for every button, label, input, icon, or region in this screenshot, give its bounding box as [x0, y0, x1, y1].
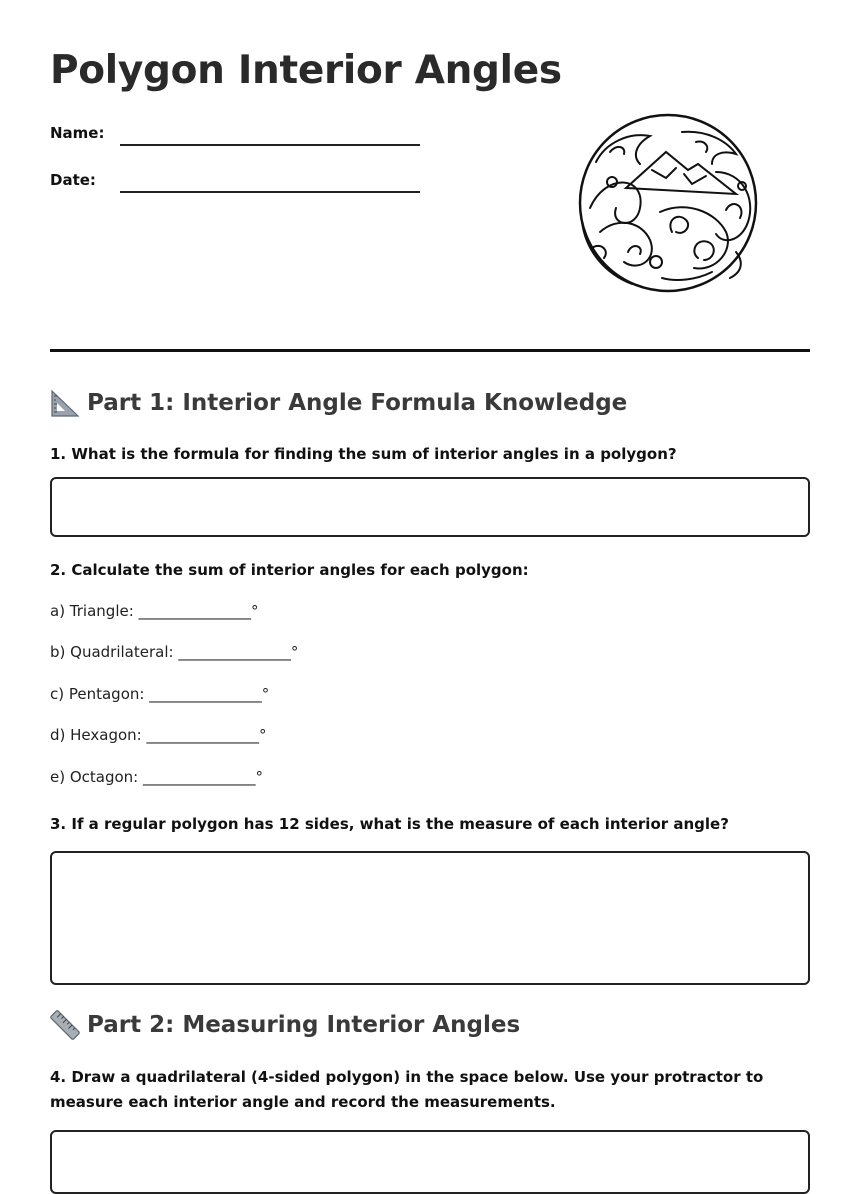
part1-heading — [50, 388, 627, 418]
question-4: 4. Draw a quadrilateral (4-sided polygon) in the space below. Use your protractor to measure each interior angle and record the measurements. — [50, 1068, 764, 1111]
mountain-wave-logo — [566, 112, 770, 294]
name-field — [50, 122, 430, 152]
polygon-item-triangle: a) Triangle: _______________° — [50, 602, 259, 620]
question-1: 1. What is the formula for finding the sum of interior angles in a polygon? — [50, 445, 677, 463]
answer-box-3[interactable] — [50, 851, 810, 985]
polygon-item-hexagon: d) Hexagon: _______________° — [50, 726, 267, 744]
question-3: 3. If a regular polygon has 12 sides, what is the measure of each interior angle? — [50, 815, 729, 833]
polygon-item-octagon: e) Octagon: _______________° — [50, 768, 264, 786]
date-field — [50, 169, 430, 199]
answer-box-1[interactable] — [50, 477, 810, 537]
page-title: Polygon Interior Angles — [50, 48, 562, 93]
part2-heading-text: Part 2: Measuring Interior Angles — [87, 1012, 521, 1038]
header-divider — [50, 349, 810, 352]
polygon-item-pentagon: c) Pentagon: _______________° — [50, 685, 270, 703]
drawing-box-4[interactable] — [50, 1130, 810, 1194]
part1-heading-text: Part 1: Interior Angle Formula Knowledge — [87, 390, 628, 416]
ruler-icon — [50, 1010, 80, 1040]
question-2: 2. Calculate the sum of interior angles for each polygon: — [50, 561, 529, 579]
triangle-ruler-icon — [50, 388, 80, 418]
polygon-item-quadrilateral: b) Quadrilateral: _______________° — [50, 643, 299, 661]
date-input-line[interactable] — [120, 191, 420, 193]
date-label: Date: — [50, 171, 96, 189]
name-label: Name: — [50, 124, 105, 142]
part2-heading — [50, 1010, 520, 1040]
name-input-line[interactable] — [120, 144, 420, 146]
